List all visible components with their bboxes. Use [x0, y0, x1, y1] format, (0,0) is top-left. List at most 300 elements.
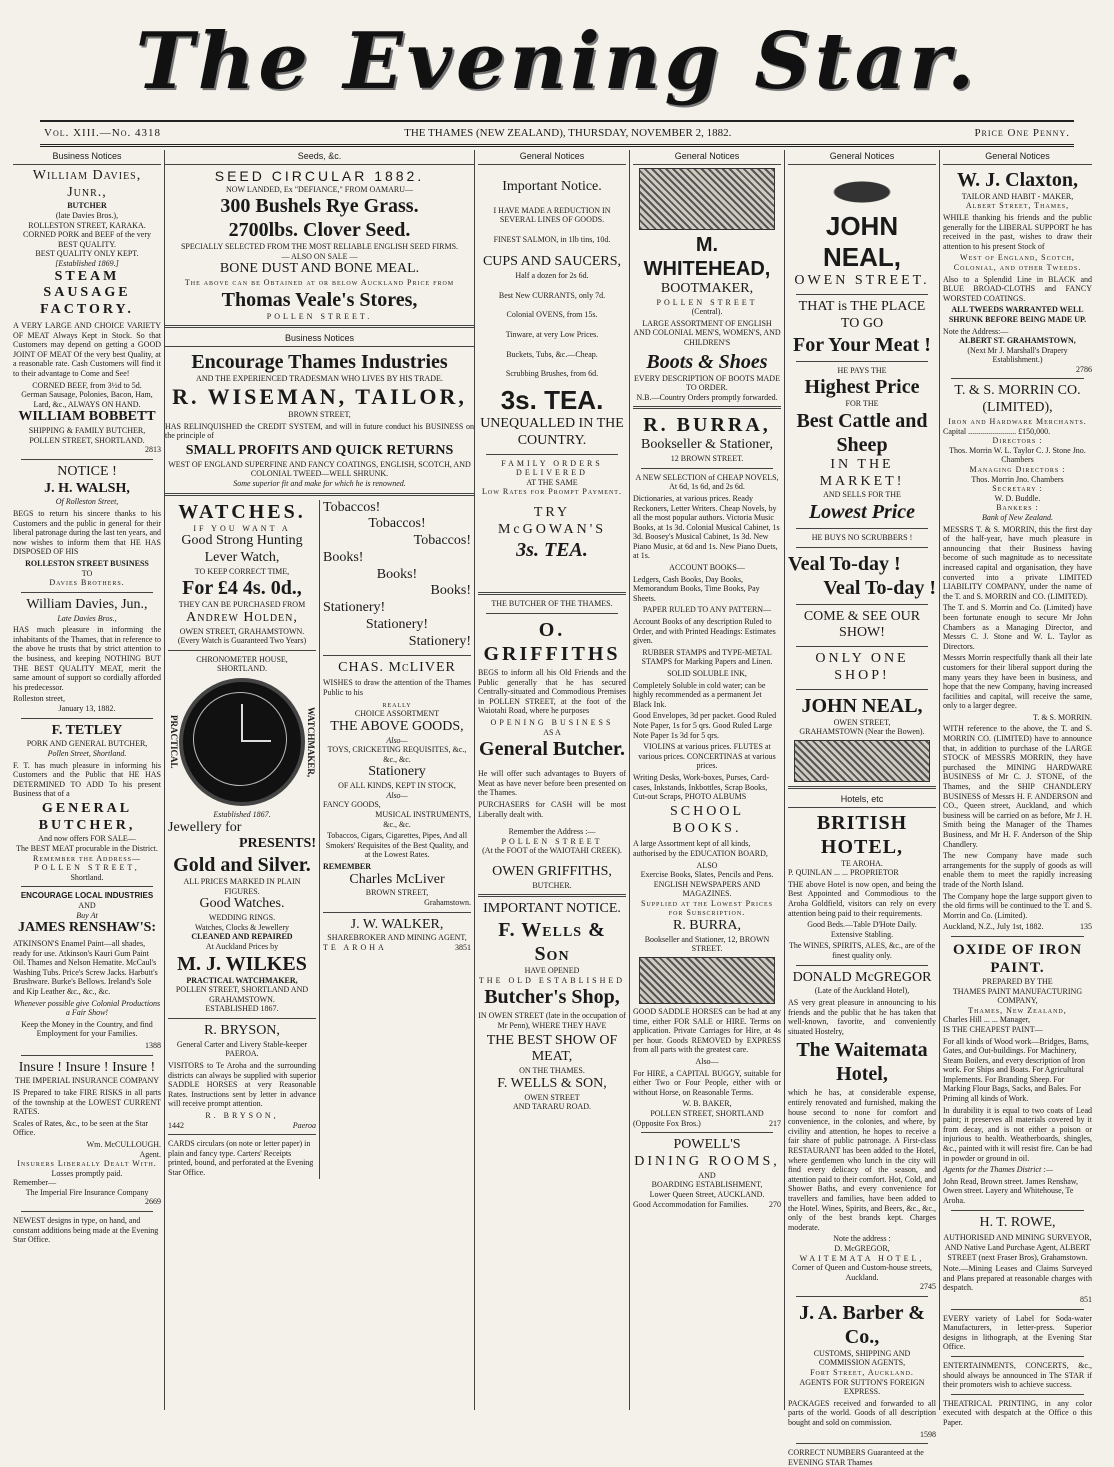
- boarding-address: Lower Queen Street, AUCKLAND.: [649, 1189, 765, 1199]
- davies-trade: BUTCHER: [67, 201, 107, 211]
- watches-column: [165, 500, 320, 1180]
- insure-body: IS Prepared to take FIRE RISKS in all parts of the township at the LOWEST CURRENT RATES.: [13, 1087, 161, 1117]
- neal-lowest: Lowest Price: [808, 500, 916, 523]
- walker-trade: SHAREBROKER AND MINING AGENT,: [327, 933, 467, 943]
- bryson-signature: R. BRYSON,: [205, 1110, 279, 1120]
- envelopes: Good Envelopes, 3d per packet. Good Ruled Note Paper, 1s for 5 qrs. Good Ruled Large Note Paper 1s 3d for 5 qrs.: [633, 711, 777, 740]
- important-notice-2: IMPORTANT NOTICE.: [483, 901, 621, 917]
- seed-title: SEED CIRCULAR 1882.: [214, 167, 425, 184]
- dictionaries: Dictionaries, at various prices. Ready Reckoners, Letter Writers. Cheap Novels, by all the most popular authors. Victoria Music Books, at 1s 3d. Colonial Musical Cabinet, 1s 3d. Boosey's Musical Cabinet, 1s 3d. New Piano Music, at 6d and 1s. New Piano Duets, at 1s.: [633, 493, 780, 561]
- butcher-of-thames: THE BUTCHER OF THE THAMES.: [491, 599, 613, 609]
- oxide-agents: Agents for the Thames District :—: [943, 1165, 1053, 1175]
- waitemata-hotel-2: WAITEMATA HOTEL,: [799, 1253, 925, 1263]
- wells-name: F. Wells & Son: [498, 919, 606, 966]
- clock-left-label: PRACTICAL: [168, 715, 179, 769]
- wiseman-fit: Some superior fit and make for which he is renowned.: [233, 478, 406, 488]
- column-header: Business Notices: [13, 150, 161, 165]
- claxton-next: (Next Mr J. Marshall's Drapery Establishment.): [967, 345, 1068, 365]
- tetley-body: F. T. has much pleasure in informing his Customers and the Public that HE HAS DETERMINED TO ADD To his present Business that of a: [13, 760, 161, 799]
- oxide-prepared: PREPARED BY THE: [982, 976, 1053, 986]
- waitemata-note: Note the address :: [833, 1234, 891, 1244]
- tea-sub: UNEQUALLED IN THE COUNTRY.: [480, 415, 624, 448]
- british-proprietor: P. QUINLAN ... ... PROPRIETOR: [788, 868, 899, 878]
- waitemata-body: which he has, at considerable expense, entirely renovated and furnished, making the house second to none for comfort and convenience, in the colonies, and where, by civility and attention, he hopes to receive a fair share of public patronage. A First-class RESTAURANT has been added to the Hotel, where gentlemen who lunch in the city will find every delicacy of the season, and attention paid to their comfort. Hot, Cold, and Shower Baths, and every convenience for travellers and families, have been added to the Hotel. Wines, Spirits, and Beers, &c., &c., only of the best brands kept. Charges moderate.: [788, 1088, 936, 1232]
- clock-icon: [179, 678, 305, 806]
- stationery-1: Stationery!: [323, 600, 386, 616]
- reduction: I HAVE MADE A REDUCTION IN SEVERAL LINES OF GOODS.: [493, 205, 611, 225]
- ad-number: 270: [769, 1199, 781, 1209]
- exercise-books: Exercise Books, Slates, Pencils and Pens.: [640, 870, 774, 880]
- tetley-general: GENERAL BUTCHER,: [38, 800, 136, 833]
- encourage-and: AND: [78, 901, 96, 911]
- baker-opposite: (Opposite Fox Bros.): [633, 1118, 701, 1128]
- davies2-place: Rolleston street,: [13, 694, 65, 704]
- walker-name: J. W. WALKER,: [350, 916, 444, 932]
- tetley-sale: And now offers FOR SALE—: [38, 834, 136, 844]
- claxton-body: WHILE thanking his friends and the public generally for the LIBERAL SUPPORT he has received in the past, wishes to draw their attention to his present Stock of: [943, 212, 1092, 251]
- scrubbing: Scrubbing Brushes, from 6d.: [505, 369, 599, 379]
- holden-name: Andrew Holden,: [186, 609, 298, 625]
- neal-highest: Highest Price: [804, 376, 920, 399]
- mcliver-name: CHAS. McLIVER: [338, 659, 456, 675]
- morrin-trade: Iron and Hardware Merchants.: [948, 417, 1087, 427]
- tobaccos-3: Tobaccos!: [413, 533, 471, 549]
- owen-griffiths: OWEN GRIFFITHS,: [492, 863, 612, 879]
- boarding-good: Good Accommodation for Families.: [633, 1199, 749, 1209]
- cups-saucers: CUPS AND SAUCERS,: [482, 254, 622, 270]
- claxton-address: Albert Street, Thames,: [965, 201, 1070, 211]
- neal-market: IN THE MARKET!: [819, 456, 905, 489]
- neal-name-2: JOHN NEAL,: [801, 694, 923, 717]
- neal2-address: OWEN STREET,: [833, 717, 891, 727]
- davies-corned: CORNED PORK and BEEF of the very BEST QUALITY.: [23, 230, 151, 249]
- morrin-reference: WITH reference to the above, the T. and S. MORRIN CO. (LIMITED) have to announce that, in addition to purchase of the LARGE STOCK of MESSRS MORRIN, they have purchased the MINING HARDWARE BUSINESS of Mr C. J. STONE, of the Thames, and the SHIP CHANDLERY BUSINESS of Messrs H. F. ANDERSON and CO., Queen street, Auckland, and which business will be carried on as before, Mr J. H. Smith being the Manager of the Thames Business, and Mr H. F. Anderson of the Ship Chandlery.: [943, 724, 1092, 849]
- walsh-body: BEGS to return his sincere thanks to his Customers and the public in general for their liberal patronage during the last ten years, and now wishes to inform them that HE HAS DISPOSED OF HIS: [13, 509, 161, 557]
- morrin-date: Auckland, N.Z., July 1st, 1882.: [943, 922, 1044, 932]
- column-1: [10, 150, 165, 1410]
- encourage-local: ENCOURAGE LOCAL INDUSTRIES: [20, 891, 154, 901]
- morrin-name: T. & S. MORRIN CO. (LIMITED),: [954, 383, 1081, 416]
- bobbett-name: WILLIAM BOBBETT: [18, 409, 156, 425]
- boots-shoes: Boots & Shoes: [646, 350, 768, 373]
- column-header: Hotels, etc: [788, 793, 936, 808]
- only-one-shop: ONLY ONE SHOP!: [815, 651, 909, 683]
- cups-price: Half a dozen for 2s 6d.: [515, 271, 589, 281]
- claxton-albert: ALBERT ST. GRAHAMSTOWN,: [959, 336, 1076, 346]
- davies-name: William Davies, Junr.,: [32, 167, 142, 200]
- renshaw-name: JAMES RENSHAW'S:: [17, 920, 157, 936]
- waitemata-hotel: The Waitemata Hotel,: [796, 1039, 928, 1086]
- presents: PRESENTS!: [238, 836, 316, 852]
- morrin-bankers: Bankers :: [996, 503, 1039, 513]
- violins: VIOLINS at various prices. FLUTES at various prices. CONCERTINAS at various prices.: [638, 742, 776, 771]
- tetley-shortland: Shortland.: [70, 872, 104, 882]
- davies-address: ROLLESTON STREET, KARAKA.: [28, 220, 146, 230]
- ad-number: 3851: [455, 942, 471, 952]
- oxide-list: For all kinds of Wood work—Bridges, Barns, Gates, and Out-buildings. For Machinery, Steam Boilers, and every description of Iron work. For Ships and Boats. For Agricultural Implements. For Branding Sheep. For Marking Flour Bags, Sacks, and Bales. For Priming all kinds of Work.: [943, 1036, 1089, 1104]
- encourage-sub: AND THE EXPERIENCED TRADESMAN WHO LIVES BY HIS TRADE.: [196, 374, 443, 384]
- ad-number: 1442: [168, 1120, 184, 1130]
- mcgregor-body: AS very great pleasure in announcing to his friends and the public that he has taken that well-known, favorite, and conveniently situated Hostelry,: [788, 998, 936, 1036]
- morrin-names: Thos. Morrin W. L. Taylor C. J. Stone Jno. Chambers: [949, 445, 1086, 465]
- watches-if: IF YOU WANT A: [193, 523, 291, 533]
- morrin-reference-2: The new Company have made such arrangements for the supply of goods as will enable them to meet the rapidly increasing trade of the North Island.: [943, 851, 1092, 889]
- column-header: General Notices: [943, 150, 1092, 165]
- tetley-remember: Remember the Address—: [32, 853, 141, 863]
- waitemata-corner: Corner of Queen and Custom-house streets, Auckland.: [792, 1263, 932, 1282]
- masthead: [0, 8, 1114, 116]
- morrin-body-2: The T. and S. Morrin and Co. (Limited) have been fortunate enough to secure Mr John Chambers as a Managing Director, and Messrs C. J. Stone and W. L. Taylor as Directors.: [943, 603, 1092, 651]
- notice-heading: NOTICE !: [57, 463, 117, 479]
- salmon: FINEST SALMON, in 1lb tins, 10d.: [493, 234, 611, 244]
- insure-agent-name: Wm. McCULLOUGH.: [86, 1139, 161, 1149]
- griffiths-cash: PURCHASERS for CASH will be most Liberally dealt with.: [478, 800, 626, 819]
- watches-they: THEY CAN BE PURCHASED FROM: [178, 600, 306, 610]
- tobaccos-2: Tobaccos!: [368, 516, 426, 532]
- insure-agent: Agent.: [139, 1149, 161, 1159]
- seed-stores: Thomas Veale's Stores,: [221, 288, 418, 311]
- neal2-town: GRAHAMSTOWN (Near the Bowen).: [799, 727, 925, 737]
- insure-scales: Scales of Rates, &c., to be seen at the Star Office.: [13, 1118, 149, 1138]
- plain-figures: ALL PRICES MARKED IN PLAIN FIGURES.: [183, 877, 301, 896]
- english-newspapers: ENGLISH NEWSPAPERS AND MAGAZINES.: [653, 879, 761, 899]
- rowe-note: Note.—Mining Leases and Claims Surveyed and Plans prepared at reasonable charges with despatch.: [943, 1264, 1092, 1293]
- tobacco-column: [320, 500, 474, 1180]
- books-2: Books!: [376, 566, 418, 582]
- steam-sausage-title: STEAM SAUSAGE FACTORY.: [40, 268, 134, 318]
- rowe-body: AUTHORISED AND MINING SURVEYOR, AND Native Land Purchase Agent, ALBERT STREET (next Fraser Bros), Grahamstown.: [943, 1233, 1092, 1262]
- morrin-reference-3: The Company hope the large support given to the old firms will be continued to the T. and S. Morrin and Co. (Limited).: [943, 891, 1092, 920]
- burra-trade: Bookseller & Stationer,: [640, 437, 774, 453]
- est-1867: Established 1867.: [213, 810, 271, 820]
- claxton-west: West of England, Scotch, Colonial, and other Tweeds.: [953, 253, 1082, 272]
- whitehead-large: LARGE ASSORTMENT OF ENGLISH AND COLONIAL MEN'S, WOMEN'S, AND CHILDREN'S: [633, 318, 781, 347]
- charles-address: BROWN STREET,: [365, 888, 429, 898]
- seed-bone: BONE DUST AND BONE MEAL.: [219, 261, 420, 277]
- column-header: General Notices: [478, 150, 626, 165]
- ad-number: 1388: [145, 1040, 161, 1050]
- account-list: Ledgers, Cash Books, Day Books, Memorandum Books, Time Books, Pay Sheets.: [633, 574, 760, 603]
- mcliver-choice: CHOICE ASSORTMENT: [354, 709, 440, 719]
- morrin-secretary: Secretary :: [992, 484, 1043, 494]
- british-wines: The WINES, SPIRITS, ALES, &c., are of the finest quality only.: [788, 941, 936, 961]
- oxide-cheapest: IS THE CHEAPEST PAINT—: [943, 1024, 1043, 1034]
- tetley-address: Pollen Street, Shortland.: [47, 748, 127, 758]
- wells-best: THE BEST SHOW OF MEAT,: [486, 1032, 618, 1065]
- as-a: AS A: [543, 727, 561, 737]
- bryson-body: VISITORS to Te Aroha and the surrounding districts can always be supplied with superior SADDLE HORSES at very Reasonable Rates. Instructions sent by letter in advance will receive prompt attention.: [168, 1060, 316, 1109]
- neal-address: OWEN STREET.: [794, 273, 930, 289]
- wilkes-address: POLLEN STREET, SHORTLAND AND GRAHAMSTOWN.: [175, 985, 309, 1004]
- renshaw-body: ATKINSON'S Enamel Paint—all shades, ready for use. Atkinson's Kauri Gum Paint Oil. Thames and Nelson Hematite. McCaul's Washing Tubs. Price's Screw Jacks. Harbutt's Brushware. Burke's Bellows. Ireland's Sole and Kip Leather &c., &c., &c.: [13, 939, 158, 996]
- davies2-name: William Davies, Jun.,: [26, 596, 148, 612]
- wiseman-body: HAS RELINQUISHED the CREDIT SYSTEM, and will in future conduct his BUSINESS on the principle of: [165, 421, 474, 441]
- burra-name: R. BURRA,: [643, 414, 771, 437]
- mcliver-really: really: [382, 699, 412, 709]
- entertainments: ENTERTAINMENTS, CONCERTS, &c., should always be announced in The STAR if their promoters wish to achieve success.: [943, 1360, 1092, 1390]
- charles-town: Grahamstown.: [424, 897, 471, 907]
- column-header: General Notices: [633, 150, 781, 165]
- renshaw-keep: Keep the Money in the Country, and find Employment for your Families.: [21, 1019, 153, 1039]
- seed-also: — ALSO ON SALE —: [281, 251, 358, 261]
- baker-address: POLLEN STREET, SHORTLAND: [650, 1109, 764, 1118]
- owen-trade: BUTCHER.: [532, 880, 572, 890]
- griffiths-offer: He will offer such advantages to Buyers of Meat as have never before been presented on the Thames.: [478, 769, 626, 798]
- correct-numbers: CORRECT NUMBERS Guaranteed at the EVENING STAR Thames: [788, 1448, 924, 1467]
- clock-right-label: WATCHMAKER,: [306, 707, 316, 778]
- oxide-company: THAMES PAINT MANUFACTURING COMPANY,: [952, 986, 1083, 1006]
- ad-number: 135: [1080, 922, 1092, 932]
- wilkes-name: M. J. WILKES: [177, 952, 307, 975]
- buckets: Buckets, Tubs, &c.—Cheap.: [506, 349, 598, 359]
- seed-street: POLLEN STREET.: [266, 311, 373, 321]
- repair-2: CLEANED AND REPAIRED: [191, 932, 293, 942]
- etc: &c., &c.: [383, 819, 411, 829]
- wells-old: THE OLD ESTABLISHED: [478, 975, 626, 985]
- ad-number: 2813: [145, 445, 161, 455]
- powells: POWELL'S: [673, 1137, 741, 1153]
- general-butcher: General Butcher.: [479, 738, 625, 761]
- good-watches: Good Watches.: [199, 896, 285, 912]
- davies2-date: January 13, 1882.: [58, 703, 116, 713]
- writing-desks: Writing Desks, Work-boxes, Purses, Card-cases, Inkstands, Inkbottles, Scrap Books, Cut-out Scraps, PHOTO ALBUMS: [633, 772, 769, 802]
- watches-time: TO KEEP CORRECT TIME,: [194, 566, 290, 576]
- seed-clover: 2700lbs. Clover Seed.: [228, 219, 411, 242]
- books-3: Books!: [430, 583, 471, 599]
- ad-number: 2786: [1076, 364, 1092, 374]
- account-books: ACCOUNT BOOKS—: [669, 563, 745, 573]
- tobaccos-1: Tobaccos!: [323, 499, 381, 515]
- walsh-to: TO: [81, 568, 93, 578]
- bryson-place: Paeroa: [292, 1120, 316, 1130]
- burra-address: 12 BROWN STREET.: [670, 454, 744, 464]
- saddle-hire: For HIRE, a CAPITAL BUGGY, suitable for either Two or Four People, either with or without Horse, on Reasonable Terms.: [633, 1068, 781, 1097]
- wiseman-address: BROWN STREET,: [288, 410, 351, 420]
- wilkes-trade: PRACTICAL WATCHMAKER,: [186, 975, 298, 985]
- walsh-address: Of Rolleston Street,: [55, 497, 119, 507]
- british-hotel: BRITISH HOTEL,: [816, 811, 908, 858]
- wilkes-est: ESTABLISHED 1867.: [205, 1004, 279, 1014]
- renshaw-fair: Whenever possible give Colonial Productions a Fair Show!: [13, 998, 161, 1018]
- every-variety: EVERY variety of Label for Soda-water Manufacturers, in letter-press. Superior designs in lithograph, at the Evening Star Office.: [943, 1313, 1092, 1352]
- column-5: [785, 150, 940, 1467]
- davies-late: (late Davies Bros.),: [55, 210, 119, 220]
- column-header: General Notices: [788, 150, 936, 165]
- whitehead-central: (Central).: [691, 307, 723, 317]
- books-1: Books!: [323, 549, 364, 565]
- column-3: [475, 150, 630, 1410]
- seed-obtain: The above can be Obtained at or below Auckland Price from: [184, 278, 455, 288]
- barber-agents: AGENTS FOR SUTTON'S FOREIGN EXPRESS.: [799, 1377, 925, 1397]
- claxton-also: Also to a Splendid Line in BLACK and BLUE BROAD-CLOTHS and FANCY WORSTED COATINGS.: [943, 274, 1092, 303]
- newest-designs: NEWEST designs in type, on hand, and constant additions being made at the Evening Star Office.: [13, 1216, 159, 1245]
- tinware: Tinware, at very Low Prices.: [505, 329, 599, 339]
- charles-mcliver: Charles McLiver: [349, 871, 445, 887]
- also-2: Also—: [386, 790, 408, 800]
- family-3: Low Rates for Prompt Payment.: [482, 487, 622, 497]
- school-books: SCHOOL BOOKS.: [669, 803, 744, 836]
- neal-buys: HE BUYS NO SCRUBBERS !: [811, 532, 913, 542]
- whitehead-every: EVERY DESCRIPTION OF BOOTS MADE TO ORDER.: [634, 373, 780, 393]
- stationery-heading: Stationery: [368, 764, 426, 780]
- family-orders: FAMILY ORDERS DELIVERED: [501, 458, 603, 478]
- remember-address: Remember the Address :—: [508, 827, 596, 837]
- wells-opened: HAVE OPENED: [524, 966, 580, 976]
- morrin-capital: Capital ........................ £150,000.: [943, 426, 1051, 436]
- fancy-goods: FANCY GOODS,: [323, 800, 381, 810]
- walsh-business: ROLLESTON STREET BUSINESS: [25, 559, 149, 569]
- wiseman-small-profits: SMALL PROFITS AND QUICK RETURNS: [185, 442, 454, 458]
- veal-today-2: Veal To-day !: [823, 576, 936, 599]
- wedding-rings: WEDDING RINGS.: [208, 913, 276, 923]
- bryson-trade: General Carter and Livery Stable-keeper PAEROA.: [176, 1039, 308, 1059]
- neal-that: THAT is THE PLACE TO GO: [798, 298, 926, 331]
- oxide-place: Thames, New Zealand,: [968, 1005, 1067, 1015]
- cattle-illustration: [794, 740, 930, 782]
- morrin-directors: Directors :: [992, 436, 1043, 446]
- tetley-meat: The BEST MEAT procurable in the District.: [16, 844, 158, 854]
- steam-corned: CORNED BEEF, from 3½d to 5d.: [32, 380, 142, 390]
- paper-ruled: PAPER RULED TO ANY PATTERN—: [642, 605, 772, 615]
- ink-body: Completely Soluble in cold water; can be highly recommended as a permanent Jet Black Ink.: [633, 680, 766, 709]
- morrin-manager-names: Thos. Morrin Jno. Chambers: [971, 474, 1064, 484]
- wells-shop: Butcher's Shop,: [484, 986, 620, 1009]
- barber-name: J. A. Barber & Co.,: [799, 1301, 925, 1348]
- walker-place: TE AROHA: [323, 942, 387, 952]
- insure-remember: Remember—: [13, 1178, 57, 1188]
- griffiths-name: O. GRIFFITHS: [483, 619, 621, 666]
- oxide-title: OXIDE OF IRON PAINT.: [952, 941, 1083, 976]
- tetley-street: POLLEN STREET,: [34, 863, 140, 873]
- column-4: [630, 150, 785, 1410]
- davies-best: BEST QUALITY ONLY KEPT.: [35, 249, 139, 259]
- neal-sells: AND SELLS FOR THE: [823, 490, 901, 500]
- morrin-bank: Bank of New Zealand.: [981, 513, 1054, 523]
- wells-road: AND TARARU ROAD.: [512, 1102, 592, 1112]
- davies2-late: Late Davies Bros.,: [57, 613, 117, 623]
- pollen-street: POLLEN STREET: [501, 836, 603, 846]
- morrin-managers: Managing Directors :: [969, 465, 1066, 475]
- watches-title: WATCHES.: [178, 500, 306, 523]
- paper-body: Account Books of any description Ruled to Order, and with Printed Headings: Estimates given.: [633, 617, 776, 646]
- encourage-buy: Buy At: [76, 910, 98, 920]
- whitehead-nb: N.B.—Country Orders promptly forwarded.: [636, 392, 778, 402]
- claxton-note: Note the Address:—: [943, 326, 1009, 336]
- ad-number: 851: [1080, 1294, 1092, 1304]
- ad-number: 1598: [920, 1429, 936, 1439]
- holden-guarantee: (Every Watch is Guaranteed Two Years): [177, 636, 307, 646]
- tea-price: 3s. TEA.: [500, 384, 604, 415]
- column-2-wide: [165, 150, 475, 1410]
- ovens: Colonial OVENS, from 15s.: [506, 310, 598, 320]
- wells-body: IN OWEN STREET (late in the occupation of Mr Penn), WHERE THEY HAVE: [478, 1011, 626, 1030]
- stationery-2: Stationery!: [365, 617, 429, 633]
- bobbett-address: POLLEN STREET, SHORTLAND.: [29, 435, 145, 445]
- opening-business: OPENING BUSINESS: [490, 718, 614, 728]
- morrin-body-3: Messrs Morrin respectfully thank all their late customers for their liberal support during the many years they have been in business, and hope that the new Company, having increased facilities and capital, will receive the same, only to a larger degree.: [943, 653, 1092, 711]
- neal-for: For Your Meat !: [793, 333, 931, 356]
- gold-silver: Gold and Silver.: [173, 854, 311, 877]
- repair-1: Watches, Clocks & Jewellery: [195, 922, 289, 932]
- dining-and: AND: [698, 1170, 716, 1180]
- come-see: COME & SEE OUR SHOW!: [803, 608, 921, 641]
- rowe-name: H. T. ROWE,: [979, 1214, 1056, 1230]
- seed-selected: SPECIALLY SELECTED FROM THE MOST RELIABLE ENGLISH SEED FIRMS.: [180, 242, 459, 252]
- seed-rye: 300 Bushels Rye Grass.: [220, 195, 419, 218]
- wells-thames: ON THE THAMES.: [519, 1066, 585, 1076]
- insure-co: The Imperial Fire Insurance Company: [25, 1187, 149, 1197]
- bobbett-trade: SHIPPING & FAMILY BUTCHER,: [28, 426, 146, 436]
- saddle-also: Also—: [695, 1057, 719, 1067]
- column-header: Business Notices: [165, 332, 474, 347]
- morrin-body: MESSRS T. & S. MORRIN, this the first day of the half-year, have much pleasure in announcing that their Business having become of such magnitude as to necessitate increased capital and organisation, they have converted into a private LIMITED LIABILITY COMPANY, under the name of the T. and S. MORRIN and CO. (LIMITED).: [943, 524, 1092, 601]
- barber-trade: CUSTOMS, SHIPPING AND COMMISSION AGENTS,: [813, 1348, 911, 1368]
- waitemata-signature: D. McGREGOR,: [834, 1243, 890, 1253]
- holden-address: OWEN STREET, GRAHAMSTOWN.: [179, 626, 305, 636]
- insure-losses: Losses promptly paid.: [51, 1168, 123, 1178]
- masthead-title: The Evening Star.: [135, 16, 979, 107]
- theatrical-printing: THEATRICAL PRINTING, in any color executed with despatch at the Office o this Paper.: [943, 1398, 1092, 1427]
- burra-trade-2: Bookseller and Stationer, 12, BROWN STREET.: [644, 934, 770, 954]
- oxide-agent-list: John Read, Brown street. James Renshaw, Owen street. Layery and Whitehouse, Te Aroha.: [943, 1176, 1079, 1206]
- neal-forthe: FOR THE: [845, 399, 879, 409]
- davies2-body: HAS much pleasure in informing the inhabitants of the Thames, that in reference to the above he trusts that by strict attention to the business, and keeping NOTHING BUT THE BEST QUALITY MEAT, merit the same amount of support so cordially afforded his predecessor.: [13, 625, 161, 692]
- dateline: [40, 120, 1074, 147]
- cards-notice: CARDS circulars (on note or letter paper) in plain and fancy type. Carters' Receipts printed, bound, and perforated at the Evening Star Office.: [168, 1139, 314, 1177]
- baker-name: W. B. BAKER,: [682, 1099, 732, 1109]
- currants: Best New CURRANTS, only 7d.: [498, 290, 606, 300]
- newspapers-body: Supplied at the Lowest Prices for Subscription.: [640, 898, 774, 918]
- neal-pays: HE PAYS THE: [837, 365, 887, 375]
- all-kinds: OF ALL KINDS, KEPT IN STOCK,: [338, 781, 456, 791]
- insure-dealt: Insurers Liberally Dealt With.: [17, 1159, 157, 1169]
- walsh-name: J. H. WALSH,: [44, 480, 130, 496]
- claxton-name: W. J. Claxton,: [957, 168, 1078, 191]
- place-date: THE THAMES (NEW ZEALAND), THURSDAY, NOVEMBER 2, 1882.: [404, 127, 732, 139]
- wells-address: OWEN STREET: [524, 1092, 580, 1102]
- burra-name-2: R. BURRA,: [672, 918, 742, 934]
- jewellery: Jewellery for: [168, 819, 242, 835]
- boot-shop-illustration: [639, 168, 775, 230]
- above-goods: THE ABOVE GOODS,: [330, 718, 464, 734]
- insure-heading: Insure ! Insure ! Insure !: [18, 1059, 156, 1075]
- family-2: AT THE SAME: [526, 477, 578, 487]
- musical-instruments: MUSICAL INSTRUMENTS,: [375, 810, 471, 819]
- griffiths-body: BEGS to inform all his Old Friends and the Public generally that he has secured Centrally-situated and Commodious Premises in POLLEN STREET, at the foot of the Waiotahi Road, where he purposes: [478, 668, 626, 716]
- claxton-all: ALL TWEEDS WARRANTED WELL SHRUNK BEFORE BEING MADE UP.: [948, 305, 1087, 324]
- chrono-place: SHORTLAND.: [217, 664, 267, 674]
- british-stabling: Extensive Stabling.: [830, 929, 894, 939]
- mcgregor-late: (Late of the Auckland Hotel),: [814, 986, 910, 996]
- encourage-title: Encourage Thames Industries: [191, 351, 448, 374]
- try-tea: 3s. TEA.: [516, 539, 588, 562]
- barber-address: Fort Street, Auckland.: [810, 1368, 914, 1378]
- mcgregor-name: DONALD McGREGOR: [792, 969, 932, 985]
- ad-number: 2745: [920, 1282, 936, 1292]
- neal-cattle: Best Cattle and Sheep: [796, 409, 928, 456]
- morrin-signature: T. & S. MORRIN.: [1033, 712, 1092, 722]
- oxide-manager: Charles Hill ... ... Manager,: [943, 1015, 1030, 1025]
- price: Price One Penny.: [974, 127, 1070, 139]
- tobacco-list: Tobaccos, Cigars, Cigarettes, Pipes, And all Smokers' Requisites of the Best Quality, and at the Lowest Rates.: [325, 831, 469, 860]
- steam-list: German Sausage, Polonies, Bacon, Ham, Lard, &c., ALWAYS ON HAND.: [21, 390, 153, 409]
- tetley-name: F. TETLEY: [51, 722, 123, 738]
- novels: A NEW SELECTION of CHEAP NOVELS,: [635, 472, 779, 482]
- wells-name-2: F. WELLS & SON,: [497, 1075, 607, 1091]
- veal-today-1: Veal To-day !: [788, 552, 901, 575]
- wiseman-name: R. WISEMAN, TAILOR,: [172, 383, 467, 409]
- british-beds: Good Beds.—Table D'Hote Daily.: [807, 920, 917, 930]
